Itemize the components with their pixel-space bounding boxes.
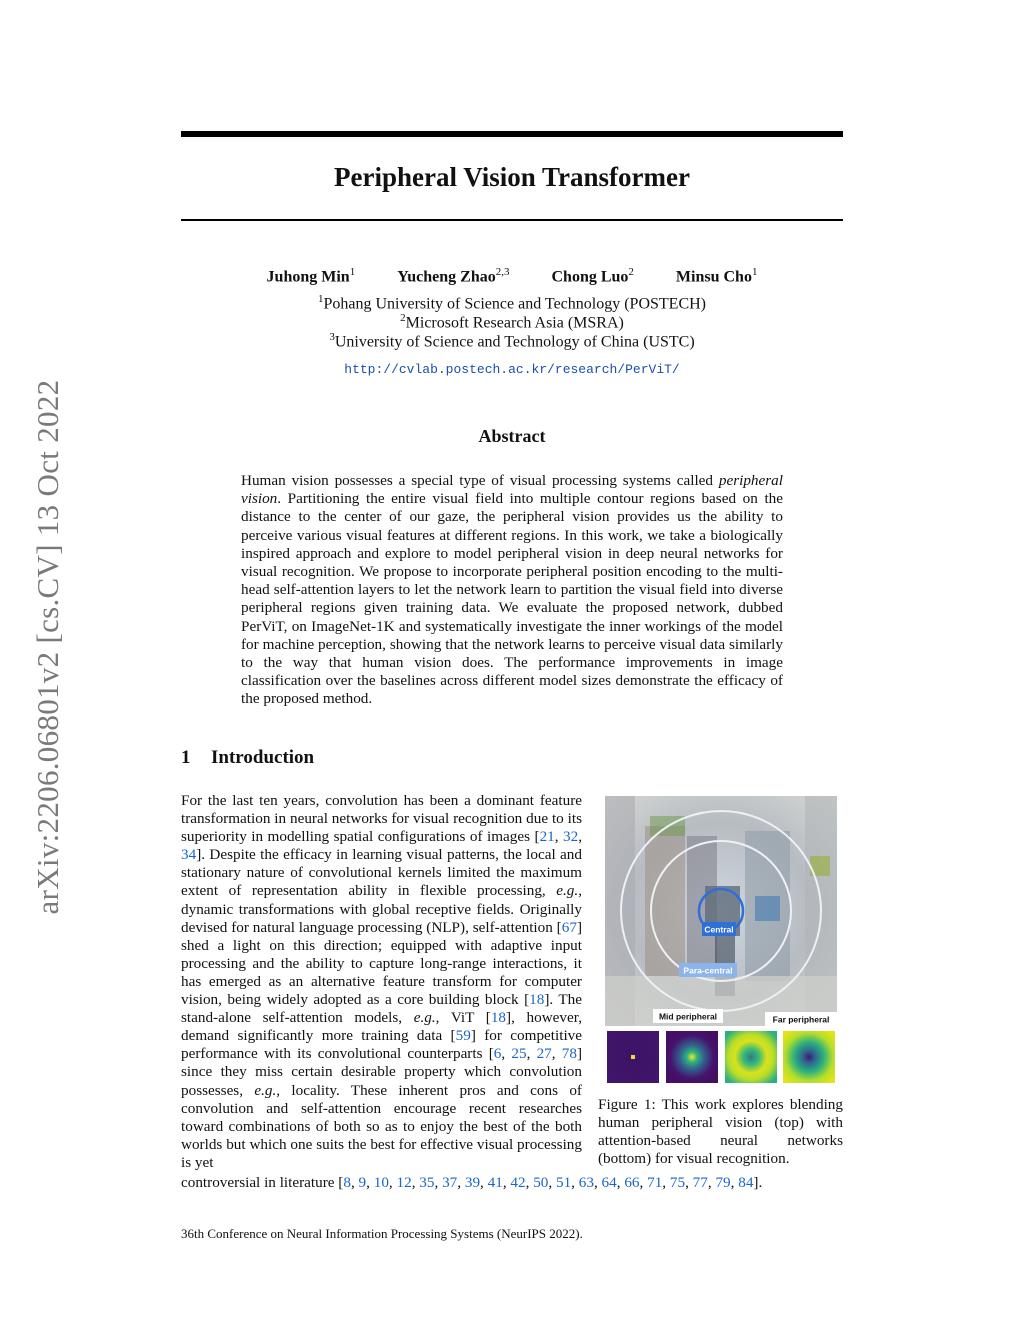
citation-link[interactable]: 18 <box>529 991 545 1009</box>
citation-link[interactable]: 59 <box>455 1027 471 1045</box>
author: Minsu Cho$^1$ <box>675 266 758 286</box>
citation-link[interactable]: 10 <box>373 1174 389 1191</box>
figure-caption: Figure 1: This work explores blending human peripheral vision (top) with attention-based neural networks (bottom) for visual recognition. <box>598 1096 843 1168</box>
heatmap-mid-peripheral <box>725 1031 777 1083</box>
arxiv-sidebar-stamp <box>18 355 78 940</box>
title-top-rule <box>181 131 843 137</box>
far-peripheral-label <box>765 1012 837 1026</box>
svg-text:Far peripheral: Far peripheral <box>772 1014 830 1025</box>
para-central-label <box>679 963 737 977</box>
author: Yucheng Zhao$^{2,3}$ <box>397 266 510 286</box>
citation-link[interactable]: 66 <box>624 1174 640 1191</box>
project-url-link[interactable]: http://cvlab.postech.ac.kr/research/PerViT/ <box>344 362 680 377</box>
intro-last-line: controversial in literature [8, 9, 10, 12, 35, 37, 39, 41, 42, 50, 51, 63, 64, 66, 71, 75, 77, 79, 84]. <box>181 1174 763 1191</box>
abstract-body: Human vision possesses a special type of visual processing systems called peripheral vision. Partitioning the entire visual field into multiple contour regions based on the distance to the center of our gaze, the peripheral vision provides us the ability to perceive various visual features at different regions. In this work, we take a biologically inspired approach and explore to model peripheral vision in deep neural networks for visual recognition. We propose to incorporate peripheral position encoding to the multi-head self-attention layers to let the network learn to partition the visual field into diverse peripheral regions given training data. We evaluate the proposed network, dubbed PerViT, on ImageNet-1K and systematically investigate the inner workings of the model for machine perception, showing that the network learns to perceive visual data similarly to the way that human vision does. The performance improvements in image classification over the baselines across different model sizes demonstrate the efficacy of the proposed method. <box>241 472 783 708</box>
citation-link[interactable]: 75 <box>669 1174 686 1191</box>
author-list <box>181 266 843 286</box>
citation-link[interactable]: 34 <box>181 846 197 864</box>
citation-link[interactable]: 71 <box>647 1174 663 1191</box>
affiliation: $^2$Microsoft Research Asia (MSRA) <box>400 312 624 332</box>
svg-text:Mid peripheral: Mid peripheral <box>658 1011 718 1022</box>
citation-link[interactable]: 67 <box>561 918 577 936</box>
title-bottom-rule <box>181 219 843 221</box>
svg-text:Central: Central <box>704 924 734 935</box>
arxiv-id: arXiv:2206.06801v2 [cs.CV] 13 Oct 2022 <box>30 379 65 915</box>
author: Juhong Min$^1$ <box>266 266 356 286</box>
citation-link[interactable]: 35 <box>419 1174 435 1191</box>
heatmap-far-peripheral <box>783 1031 835 1083</box>
citation-list: 8, 9, 10, 12, 35, 37, 39, 41, 42, 50, 51, 63, 64, 66, 71, 75, 77, 79, 84 <box>343 1174 754 1191</box>
citation-link[interactable]: 32 <box>563 828 579 846</box>
citation-link[interactable]: 8 <box>343 1174 351 1191</box>
heatmap-para-central <box>666 1031 718 1083</box>
citation-link[interactable]: 64 <box>601 1174 617 1191</box>
author: Chong Luo$^2$ <box>551 266 634 286</box>
citation-link[interactable]: 6 <box>493 1045 502 1063</box>
citation-link[interactable]: 37 <box>442 1174 458 1191</box>
abstract-heading: Abstract <box>478 426 546 446</box>
mid-peripheral-label <box>653 1009 723 1023</box>
citation-link[interactable]: 84 <box>738 1174 754 1191</box>
citation-link[interactable]: 51 <box>555 1174 572 1191</box>
citation-link[interactable]: 78 <box>561 1045 577 1063</box>
section-heading: 1 Introduction <box>181 747 315 768</box>
affiliation: $^3$University of Science and Technology of China (USTC) <box>329 331 695 351</box>
citation-link[interactable]: 50 <box>533 1174 549 1191</box>
affiliation: $^1$Pohang University of Science and Technology (POSTECH) <box>317 293 707 313</box>
figure-1 <box>605 796 837 1086</box>
citation-link[interactable]: 63 <box>578 1174 594 1191</box>
street-scene-image <box>605 796 837 1026</box>
conference-footnote: 36th Conference on Neural Information Processing Systems (NeurIPS 2022). <box>181 1226 583 1241</box>
svg-text:Para-central: Para-central <box>683 965 733 976</box>
intro-paragraph: For the last ten years, convolution has been a dominant feature transformation in neural networks for visual recognition due to its superiority in modelling spatial configurations of images [21, 32, 34]. Despite the efficacy in learning visual patterns, the local and stationary nature of convolutional kernels limited the maximum extent of representation ability in flexible processing, e.g., dynamic transformations with global receptive fields. Originally devised for natural language processing (NLP), self-attention [67] shed a light on this direction; equipped with adaptive input processing and the ability to capture long-range interactions, it has emerged as an alternative feature transform for computer vision, being widely adopted as a core building block [18]. The stand-alone self-attention models, e.g., ViT [18], however, demand significantly more training data [59] for competitive performance with its convolutional counterparts [6, 25, 27, 78] since they miss certain desirable property which convolution possesses, e.g., locality. These inherent pros and cons of convolution and self-attention encourage recent researches toward combinations of both so as to enjoy the best of the both worlds but which one suits the best for effective visual processing is yet <box>181 792 583 1171</box>
citation-link[interactable]: 25 <box>511 1045 527 1063</box>
citation-link[interactable]: 12 <box>396 1174 412 1191</box>
attention-heatmaps <box>607 1031 835 1083</box>
citation-link[interactable]: 21 <box>539 828 555 846</box>
citation-link[interactable]: 77 <box>692 1174 708 1191</box>
citation-link[interactable]: 39 <box>464 1174 481 1191</box>
citation-link[interactable]: 9 <box>358 1174 367 1191</box>
paper-title: Peripheral Vision Transformer <box>334 162 690 192</box>
citation-link[interactable]: 79 <box>715 1174 731 1191</box>
citation-link[interactable]: 18 <box>490 1009 507 1027</box>
citation-link[interactable]: 41 <box>487 1174 503 1191</box>
central-label <box>702 922 736 936</box>
citation-link[interactable]: 42 <box>510 1174 526 1191</box>
citation-link[interactable]: 27 <box>536 1045 552 1063</box>
